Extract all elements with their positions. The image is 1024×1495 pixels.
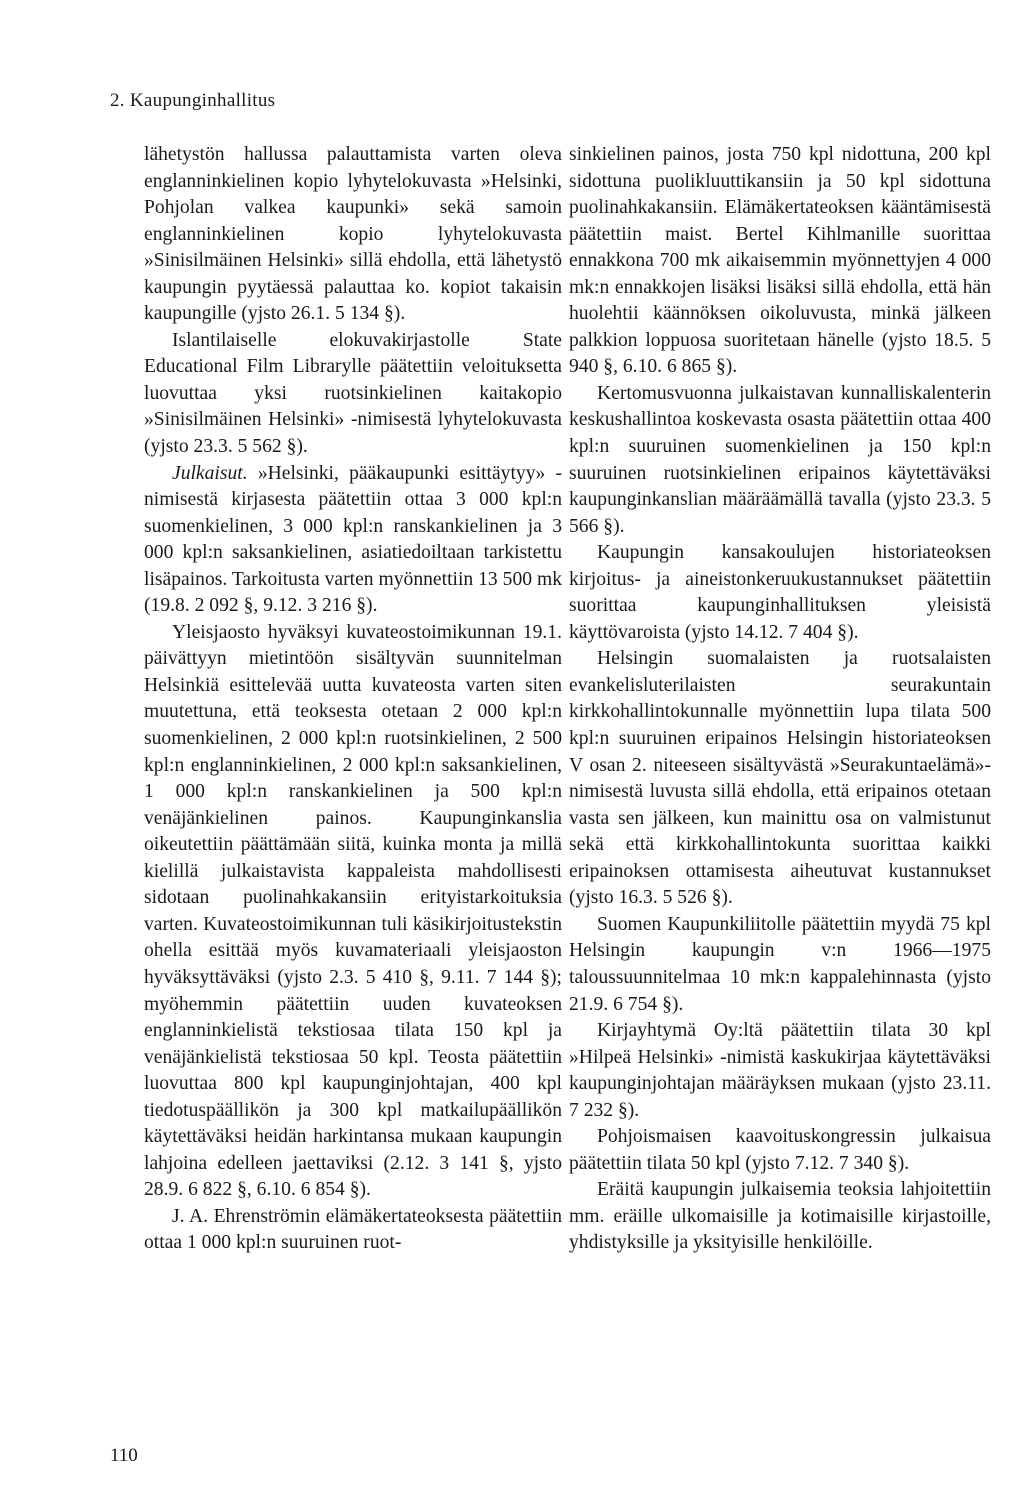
paragraph-text: »Helsinki, pääkaupunki esittäytyy» -nimisestä kirjasesta päätettiin ottaa 3 000 kpl:n suomenkielinen, 3 000 kpl:n ranskankielinen ja 3 000 kpl:n saksankielinen, asiatiedoiltaan tarkistettu lisäpainos. Tarkoitusta varten myönnettiin 13 500 mk (19.8. 2 092 §, 9.12. 3 216 §). bbox=[144, 462, 563, 617]
paragraph: sinkielinen painos, josta 750 kpl nidottuna, 200 kpl sidottuna puolikluuttikansiin ja 50 kpl sidottuna puolinahkakansiin. Elämäkertateoksen kääntämisestä päätettiin maist. Bertel Kihlmanille suorittaa ennakkona 700 mk aikaisemmin myönnettyjen 4 000 mk:n ennakkojen lisäksi lisäksi sillä ehdolla, että hän huolehtii käännöksen oikoluvusta, minkä jälkeen palkkion loppuosa suoritetaan hänelle (yjsto 18.5. 5 940 §, 6.10. 6 865 §). bbox=[569, 144, 991, 378]
paragraph: Kertomusvuonna julkaistavan kunnalliskalenterin keskushallintoa koskevasta osasta päätettiin ottaa 400 kpl:n suuruinen suomenkielinen ja 150 kpl:n suuruinen ruotsinkielinen eripainos käytettäväksi kaupunginkanslian määräämällä tavalla (yjsto 23.3. 5 566 §). bbox=[569, 382, 991, 537]
paragraph bbox=[144, 461, 562, 620]
right-column bbox=[569, 142, 991, 1257]
paragraph: Helsingin suomalaisten ja ruotsalaisten evankelisluterilaisten seurakuntain kirkkohallintokunnalle myönnettiin lupa tilata 500 kpl:n suuruinen eripainos Helsingin historiateoksen V osan 2. niteeseen sisältyvästä »Seurakuntaelämä»-nimisestä luvusta sillä ehdolla, että eripainos otetaan vasta sen jälkeen, kun mainittu osa on valmistunut sekä että kirkkohallintokunta suorittaa kaikki eripainoksen ottamisesta aiheutuvat kustannukset (yjsto 16.3. 5 526 §). bbox=[569, 648, 991, 909]
paragraph: Kaupungin kansakoulujen historiateoksen kirjoitus- ja aineistonkeruukustannukset päätettiin suorittaa kaupunginhallituksen yleisistä käyttövaroista (yjsto 14.12. 7 404 §). bbox=[569, 542, 991, 643]
paragraph: Eräitä kaupungin julkaisemia teoksia lahjoitettiin mm. eräille ulkomaisille ja kotimaisille kirjastoille, yhdistyksille ja yksityisille henkilöille. bbox=[569, 1179, 991, 1254]
paragraph: Islantilaiselle elokuvakirjastolle State Educational Film Librarylle päätettiin veloituksetta luovuttaa yksi ruotsinkielinen kaitakopio »Sinisilmäinen Helsinki» -nimisestä lyhytelokuvasta (yjsto 23.3. 5 562 §). bbox=[144, 329, 562, 458]
left-column bbox=[144, 142, 562, 1257]
paragraph: lähetystön hallussa palauttamista varten oleva englanninkielinen kopio lyhytelokuvasta »Helsinki, Pohjolan valkea kaupunki» sekä samoin englanninkielinen kopio lyhytelokuvasta »Sinisilmäinen Helsinki» sillä ehdolla, että lähetystö kaupungin pyytäessä palauttaa ko. kopiot takaisin kaupungille (yjsto 26.1. 5 134 §). bbox=[144, 144, 562, 325]
paragraph: Suomen Kaupunkiliitolle päätettiin myydä 75 kpl Helsingin kaupungin v:n 1966—1975 taloussuunnitelmaa 10 mk:n kappalehinnasta (yjsto 21.9. 6 754 §). bbox=[569, 913, 991, 1015]
paragraph: Kirjayhtymä Oy:ltä päätettiin tilata 30 kpl »Hilpeä Helsinki» -nimistä kaskukirjaa käytettäväksi kaupunginjohtajan määräyksen mukaan (yjsto 23.11. 7 232 §). bbox=[569, 1020, 991, 1121]
paragraph: Yleisjaosto hyväksyi kuvateostoimikunnan 19.1. päivättyyn mietintöön sisältyvän suunnitelman Helsinkiä esittelevää uutta kuvateosta varten siten muutettuna, että teoksesta otetaan 2 000 kpl:n suomenkielinen, 2 000 kpl:n ruotsinkielinen, 2 500 kpl:n englanninkielinen, 2 000 kpl:n saksankielinen, 1 000 kpl:n ranskankielinen ja 500 kpl:n venäjänkielinen painos. Kaupunginkanslia oikeutettiin päättämään siitä, kuinka monta ja millä kielillä julkaistavista kappaleista mahdollisesti sidotaan puolinahkakansiin erityistarkoituksia varten. Kuvateostoimikunnan tuli käsikirjoitustekstin ohella esittää myös kuvamateriaali yleisjaoston hyväksyttäväksi (yjsto 2.3. 5 410 §, 9.11. 7 144 §); myöhemmin päätettiin uuden kuvateoksen englanninkielistä tekstiosaa tilata 150 kpl ja venäjänkielistä tekstiosaa 50 kpl. Teosta päätettiin luovuttaa 800 kpl kaupunginjohtajan, 400 kpl tiedotuspäällikön ja 300 kpl matkailupäällikön käytettäväksi heidän harkintansa mukaan kaupungin lahjoina edelleen jaettaviksi (2.12. 3 141 §, yjsto 28.9. 6 822 §, 6.10. 6 854 §). bbox=[144, 621, 562, 1201]
running-head: 2. Kaupunginhallitus bbox=[110, 90, 276, 111]
paragraph: J. A. Ehrenströmin elämäkertateoksesta päätettiin ottaa 1 000 kpl:n suuruinen ruot- bbox=[144, 1205, 562, 1254]
paragraph: Pohjoismaisen kaavoituskongressin julkaisua päätettiin tilata 50 kpl (yjsto 7.12. 7 340 §). bbox=[569, 1126, 991, 1174]
run-in-heading: Julkaisut. bbox=[172, 462, 248, 484]
page-number: 110 bbox=[110, 1445, 138, 1466]
